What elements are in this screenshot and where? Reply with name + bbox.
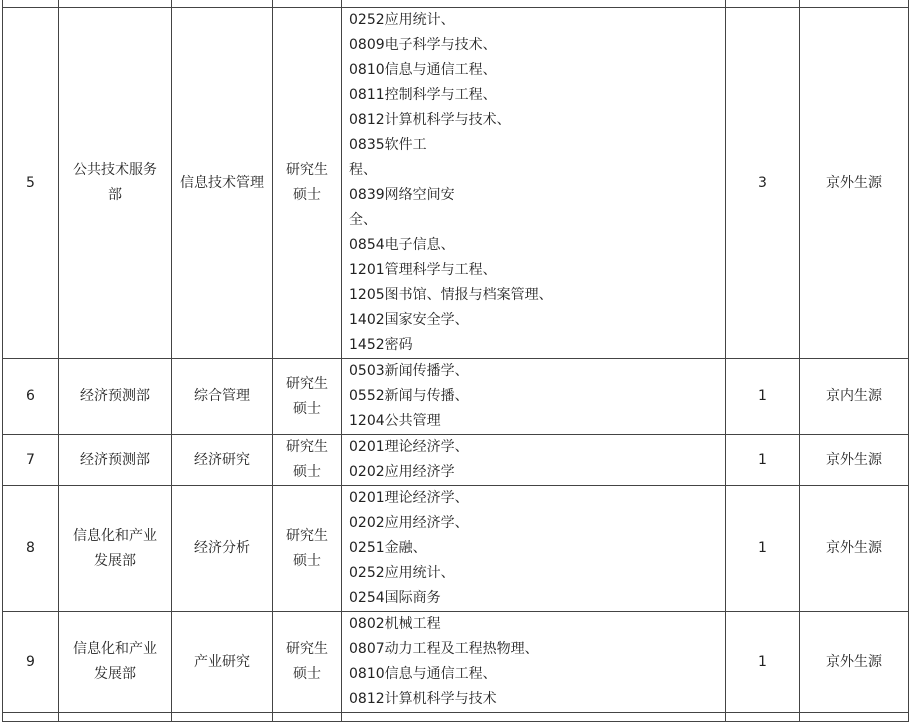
major-item: 0810信息与通信工程、 bbox=[349, 62, 497, 78]
hire-count: 3 bbox=[758, 174, 767, 191]
student-source: 京外生源 bbox=[826, 653, 882, 670]
major-item: 0201理论经济学、 bbox=[349, 490, 469, 506]
major-item: 程、 bbox=[349, 162, 377, 178]
department-name: 信息化和产业发展部 bbox=[73, 527, 157, 569]
major-list bbox=[342, 486, 726, 612]
table-row bbox=[3, 486, 909, 612]
row-index: 9 bbox=[26, 653, 35, 670]
position-name: 信息技术管理 bbox=[180, 174, 264, 191]
table-row bbox=[3, 612, 909, 713]
degree-requirement: 研究生硕士 bbox=[286, 439, 328, 480]
table-row-bottom-cut bbox=[3, 713, 909, 722]
major-item: 1402国家安全学、 bbox=[349, 312, 469, 328]
position-name: 经济研究 bbox=[194, 451, 250, 468]
student-source: 京外生源 bbox=[826, 451, 882, 468]
major-item: 0807动力工程及工程热物理、 bbox=[349, 641, 539, 657]
major-item: 1201管理科学与工程、 bbox=[349, 262, 497, 278]
hire-count: 1 bbox=[758, 653, 767, 670]
hire-count: 1 bbox=[758, 451, 767, 468]
table-row bbox=[3, 8, 909, 359]
major-list bbox=[342, 359, 726, 435]
table-row bbox=[3, 435, 909, 486]
major-item: 0854电子信息、 bbox=[349, 237, 455, 253]
row-index: 7 bbox=[26, 451, 35, 468]
row-index: 8 bbox=[26, 540, 35, 556]
major-list bbox=[342, 612, 726, 713]
major-item: 0251金融、 bbox=[349, 540, 427, 556]
position-name: 产业研究 bbox=[194, 653, 250, 670]
major-item: 0254国际商务 bbox=[349, 590, 441, 606]
degree-requirement: 研究生硕士 bbox=[286, 162, 328, 203]
major-item: 0839网络空间安 bbox=[349, 187, 455, 203]
row-index: 5 bbox=[26, 174, 35, 191]
major-list bbox=[342, 435, 726, 486]
major-item: 0802机械工程 bbox=[349, 616, 441, 632]
row-index: 6 bbox=[26, 388, 35, 404]
hire-count: 1 bbox=[758, 388, 767, 404]
department-name: 信息化和产业发展部 bbox=[73, 641, 157, 682]
department-name: 经济预测部 bbox=[80, 388, 150, 404]
table-row-top-cut bbox=[3, 0, 909, 8]
table-row bbox=[3, 359, 909, 435]
major-item: 0810信息与通信工程、 bbox=[349, 666, 497, 682]
major-item: 0202应用经济学、 bbox=[349, 515, 469, 531]
major-item: 1204公共管理 bbox=[349, 413, 441, 429]
department-name: 公共技术服务部 bbox=[73, 162, 157, 203]
major-item: 0503新闻传播学、 bbox=[349, 363, 469, 379]
student-source: 京内生源 bbox=[826, 388, 882, 404]
degree-requirement: 研究生硕士 bbox=[286, 641, 328, 682]
recruitment-table bbox=[2, 0, 909, 722]
position-name: 经济分析 bbox=[194, 540, 250, 556]
department-name: 经济预测部 bbox=[80, 451, 150, 468]
major-item: 0201理论经济学、 bbox=[349, 439, 469, 455]
major-item: 0252应用统计、 bbox=[349, 12, 455, 28]
hire-count: 1 bbox=[758, 540, 767, 556]
major-item: 0552新闻与传播、 bbox=[349, 388, 469, 404]
major-item: 1205图书馆、情报与档案管理、 bbox=[349, 287, 553, 303]
major-item: 0812计算机科学与技术 bbox=[349, 691, 497, 707]
degree-requirement: 研究生硕士 bbox=[286, 375, 328, 417]
major-item: 0809电子科学与技术、 bbox=[349, 37, 497, 53]
major-item: 全、 bbox=[349, 212, 377, 228]
major-item: 0812计算机科学与技术、 bbox=[349, 112, 511, 128]
degree-requirement: 研究生硕士 bbox=[286, 527, 328, 569]
major-item: 0202应用经济学 bbox=[349, 464, 455, 480]
position-name: 综合管理 bbox=[194, 388, 250, 404]
major-item: 0835软件工 bbox=[349, 137, 427, 153]
student-source: 京外生源 bbox=[826, 174, 882, 191]
major-item: 1452密码 bbox=[349, 337, 413, 353]
student-source: 京外生源 bbox=[826, 540, 882, 556]
major-item: 0252应用统计、 bbox=[349, 565, 455, 581]
major-item: 0811控制科学与工程、 bbox=[349, 87, 497, 103]
major-list bbox=[342, 8, 726, 359]
